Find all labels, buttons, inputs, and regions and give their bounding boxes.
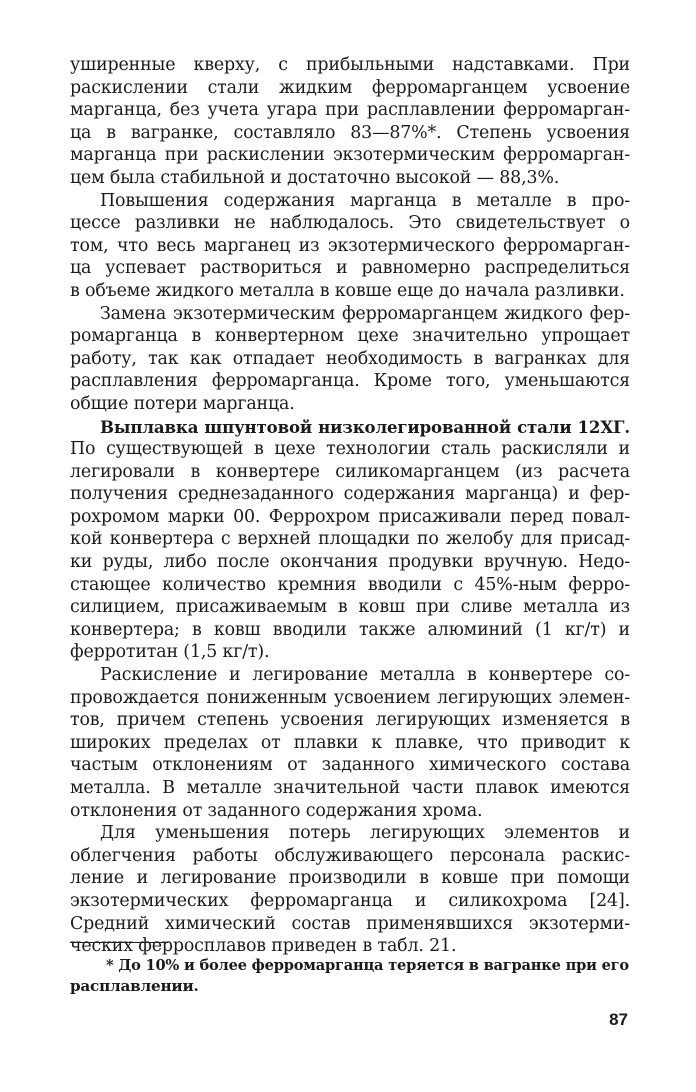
text-line: общие потери марганца. bbox=[70, 393, 295, 414]
text-line: частым отклонениям от заданного химического состава bbox=[70, 755, 630, 776]
text-line: экзотермических ферромарганца и силикохрома [24]. bbox=[70, 890, 630, 911]
text-line: провождается пониженным усвоением легирующих элемен- bbox=[70, 687, 630, 708]
text-line: расплавления ферромарганца. Кроме того, уменьшаются bbox=[70, 371, 630, 392]
text-line: ление и легирование производили в ковше при помощи bbox=[70, 868, 630, 889]
text-line: Средний химический состав применявшихся экзотерми- bbox=[70, 913, 630, 934]
text-line: ческих ферросплавов приведен в табл. 21. bbox=[70, 936, 457, 957]
text-line: отклонения от заданного содержания хрома. bbox=[70, 800, 483, 821]
page-body bbox=[70, 54, 630, 958]
text-line: Повышения содержания марганца в металле в про- bbox=[100, 190, 630, 211]
text-line: конвертера; в ковш вводили также алюминий (1 кг/т) и bbox=[70, 619, 630, 640]
text-line: марганца при раскислении экзотермическим ферромарган- bbox=[70, 145, 630, 166]
text-line: широких пределах от плавки к плавке, что приводит к bbox=[70, 732, 630, 753]
text-line: раскислении стали жидким ферромарганцем усвоение bbox=[70, 77, 630, 98]
text-line: кой конвертера с верхней площадки по желобу для присад- bbox=[70, 529, 630, 550]
text-line: цем была стабильной и достаточно высокой — 88,3%. bbox=[70, 167, 560, 188]
text-line: ца успевает раствориться и равномерно распределиться bbox=[70, 258, 630, 279]
text-line: ца в вагранке, составляло 83—87%*. Степень усвоения bbox=[70, 122, 630, 143]
footnote bbox=[70, 955, 630, 997]
text-line: уширенные кверху, с прибыльными надставками. При bbox=[70, 55, 630, 75]
text-line: По существующей в цехе технологии сталь раскисляли и bbox=[70, 439, 630, 460]
text-line: ромарганца в конвертерном цехе значительно упрощает bbox=[70, 326, 630, 347]
text-line: стающее количество кремния вводили с 45%-ным ферро- bbox=[70, 574, 630, 595]
text-line: марганца, без учета угара при расплавлении ферромаргaн- bbox=[70, 100, 630, 121]
footnote-line: расплавлении. bbox=[70, 977, 199, 995]
text-line: металла. В металле значительной части плавок имеются bbox=[70, 778, 630, 798]
text-line: Раскисление и легирование металла в конвертере со- bbox=[100, 665, 630, 686]
text-line: получения среднезаданного содержания марганца) и фер- bbox=[70, 484, 630, 505]
text-line: тов, причем степень усвоения легирующих изменяется в bbox=[70, 710, 630, 731]
text-line: работу, так как отпадает необходимость в вагранках для bbox=[70, 348, 630, 369]
footnote-divider bbox=[70, 942, 168, 943]
footnote-line: * До 10% и более ферромарганца теряется в вагранке при его bbox=[106, 957, 629, 974]
text-line: цессе разливки не наблюдалось. Это свидетельствует о bbox=[70, 213, 630, 234]
text-line: силицием, присаживаемым в ковш при сливе металла из bbox=[70, 597, 630, 618]
page-number: 87 bbox=[609, 1010, 628, 1029]
text-line: в объеме жидкого металла в ковше еще до начала разливки. bbox=[70, 280, 625, 301]
text-line: том, что весь марганец из экзотермического ферромарган- bbox=[70, 235, 630, 256]
text-line: Для уменьшения потерь легирующих элементов и bbox=[100, 823, 630, 844]
text-line: рохромом марки 00. Феррохром присаживали перед повал- bbox=[70, 506, 630, 527]
section-heading: Выплавка шпунтовой низколегированной стали 12ХГ. bbox=[100, 416, 630, 437]
text-line: облегчения работы обслуживающего персонала раскис- bbox=[70, 845, 630, 866]
text-line: легировали в конвертере силикомарганцем (из расчета bbox=[70, 461, 630, 482]
text-line: Замена экзотермическим ферромарганцем жидкого фер- bbox=[100, 303, 630, 324]
text-line: ки руды, либо после окончания продувки вручную. Недо- bbox=[70, 552, 630, 573]
text-line: ферротитан (1,5 кг/т). bbox=[70, 642, 270, 663]
